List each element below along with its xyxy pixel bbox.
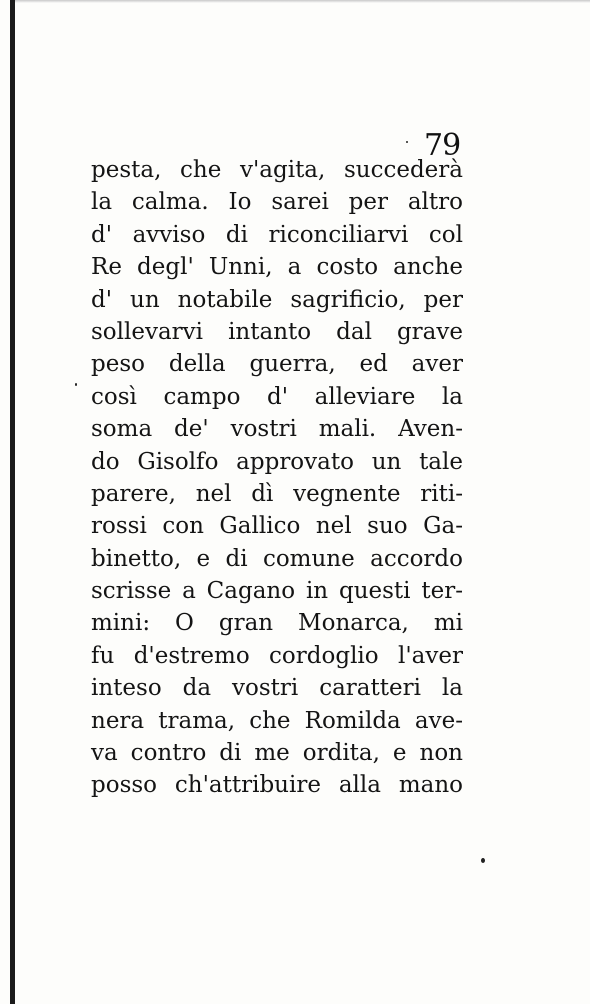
text-line: così campo d' alleviare la bbox=[91, 383, 463, 410]
text-line: inteso da vostri caratteri la bbox=[91, 675, 463, 702]
text-line: pesta, che v'agita, succederà bbox=[91, 157, 463, 183]
text-line: peso della guerra, ed aver bbox=[91, 351, 463, 378]
page-top-edge bbox=[15, 0, 590, 3]
text-line: sollevarvi intanto dal grave bbox=[91, 318, 463, 345]
text-line: do Gisolfo approvato un tale bbox=[91, 448, 463, 475]
text-line: nera trama, che Romilda ave- bbox=[91, 707, 463, 734]
text-line: va contro di me ordita, e non bbox=[91, 740, 463, 767]
text-line: scrisse a Cagano in questi ter- bbox=[91, 578, 463, 605]
ink-speck bbox=[75, 383, 77, 386]
body-text bbox=[91, 154, 463, 802]
text-line: d' avviso di riconciliarvi col bbox=[91, 221, 463, 248]
text-line: rossi con Gallico nel suo Ga- bbox=[91, 513, 463, 540]
text-line: posso ch'attribuire alla mano bbox=[91, 772, 463, 799]
binding-edge bbox=[10, 0, 15, 1004]
text-line: parere, nel dì vegnente riti- bbox=[91, 480, 463, 507]
page-number: 79 bbox=[424, 128, 461, 163]
text-line: soma de' vostri mali. Aven- bbox=[91, 416, 463, 443]
text-line: binetto, e di comune accordo bbox=[91, 545, 463, 572]
text-line: fu d'estremo cordoglio l'aver bbox=[91, 642, 463, 669]
text-line: mini: O gran Monarca, mi bbox=[91, 610, 463, 637]
text-line: d' un notabile sagrificio, per bbox=[91, 286, 463, 313]
ink-speck bbox=[406, 141, 408, 143]
ink-speck bbox=[481, 858, 485, 863]
text-line: Re degl' Unni, a costo anche bbox=[91, 254, 463, 281]
text-line: la calma. Io sarei per altro bbox=[91, 189, 463, 216]
